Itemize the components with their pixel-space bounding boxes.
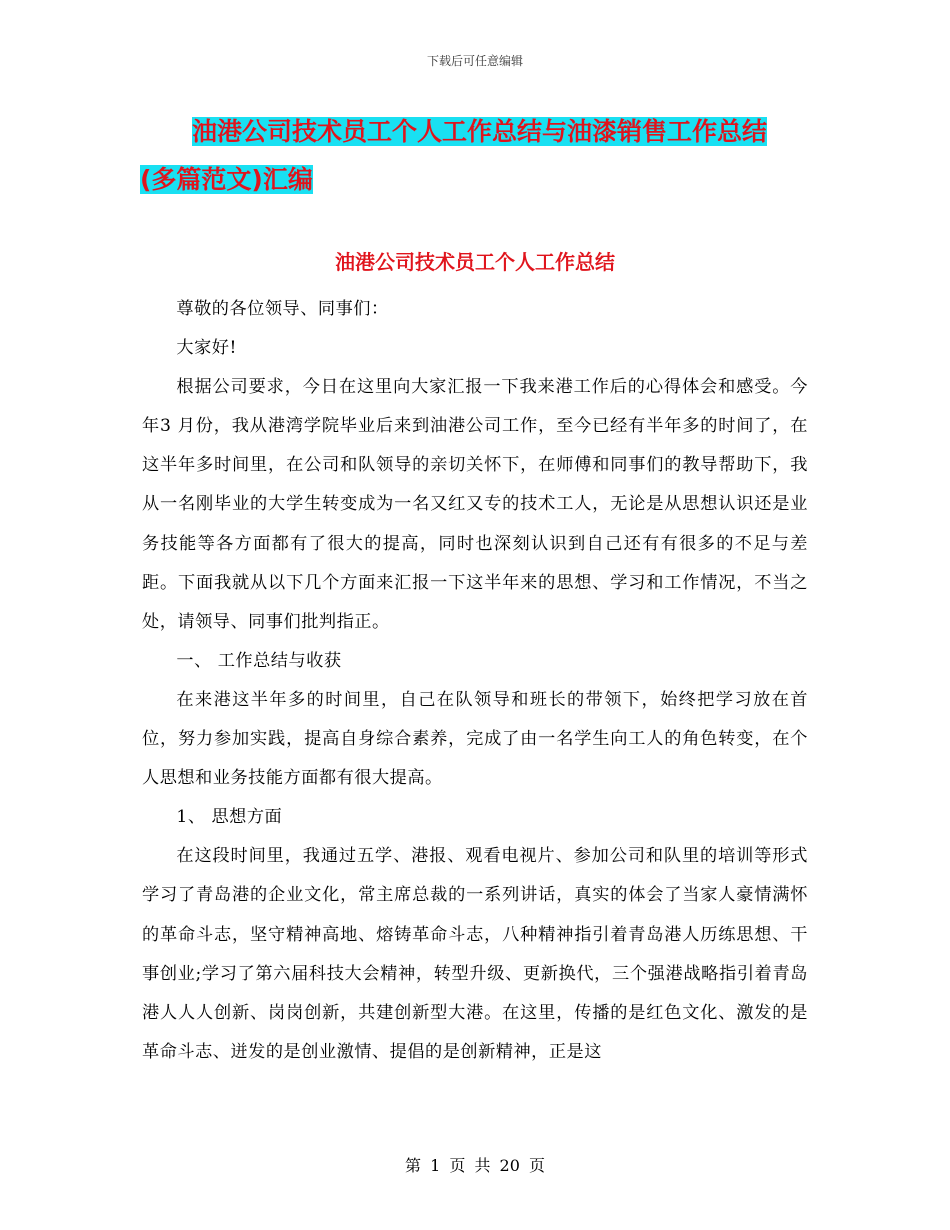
document-title-line-1-text: 油港公司技术员工个人工作总结与油漆销售工作总结 xyxy=(192,117,768,146)
paragraph-intro: 根据公司要求，今日在这里向大家汇报一下我来港工作后的心得体会和感受。今年3 月份，我从港湾学院毕业后来到油港公司工作，至今已经有半年多的时间了，在这半年多时间里，在公司和队领导的亲切关怀下，在师傅和同事们的教导帮助下，我从一名刚毕业的大学生转变成为一名又红又专的技术工人，无论是从思想认识还是业务技能等各方面都有了很大的提高，同时也深刻认识到自己还有有很多的不足与差距。下面我就从以下几个方面来汇报一下这半年来的思想、学习和工作情况，不当之处，请领导、同事们批判指正。 xyxy=(142,377,808,632)
document-title xyxy=(140,108,820,204)
paragraph-work-summary: 在来港这半年多的时间里，自己在队领导和班长的带领下，始终把学习放在首位，努力参加实践，提高自身综合素养，完成了由一名学生向工人的角色转变，在个人思想和业务技能方面都有很大提高。 xyxy=(142,689,808,789)
paragraph-greeting: 大家好! xyxy=(176,338,237,359)
document-title-line-2-text: (多篇范文)汇编 xyxy=(140,165,313,194)
heading-thought: 1、 思想方面 xyxy=(176,807,283,828)
document-title-line-2 xyxy=(140,156,820,204)
section-title: 油港公司技术员工个人工作总结 xyxy=(335,250,615,274)
header-note: 下载后可任意编辑 xyxy=(426,54,523,68)
document-title-line-1 xyxy=(140,108,820,156)
paragraph-salutation: 尊敬的各位领导、同事们： xyxy=(176,299,389,319)
paragraph-thought: 在这段时间里，我通过五学、港报、观看电视片、参加公司和队里的培训等形式学习了青岛港的企业文化，常主席总裁的一系列讲话，真实的体会了当家人豪情满怀的革命斗志，坚守精神高地、熔铸革命斗志，八种精神指引着青岛港人历练思想、干事创业;学习了第六届科技大会精神，转型升级、更新换代，三个强港战略指引着青岛港人人人创新、岗岗创新，共建创新型大港。在这里，传播的是红色文化、激发的是革命斗志、迸发的是创业激情、提倡的是创新精神，正是这 xyxy=(142,846,808,1062)
page-footer: 第 1 页 共 20 页 xyxy=(405,1156,545,1175)
document-body xyxy=(142,290,808,1072)
heading-work-summary: 一、 工作总结与收获 xyxy=(176,650,342,671)
